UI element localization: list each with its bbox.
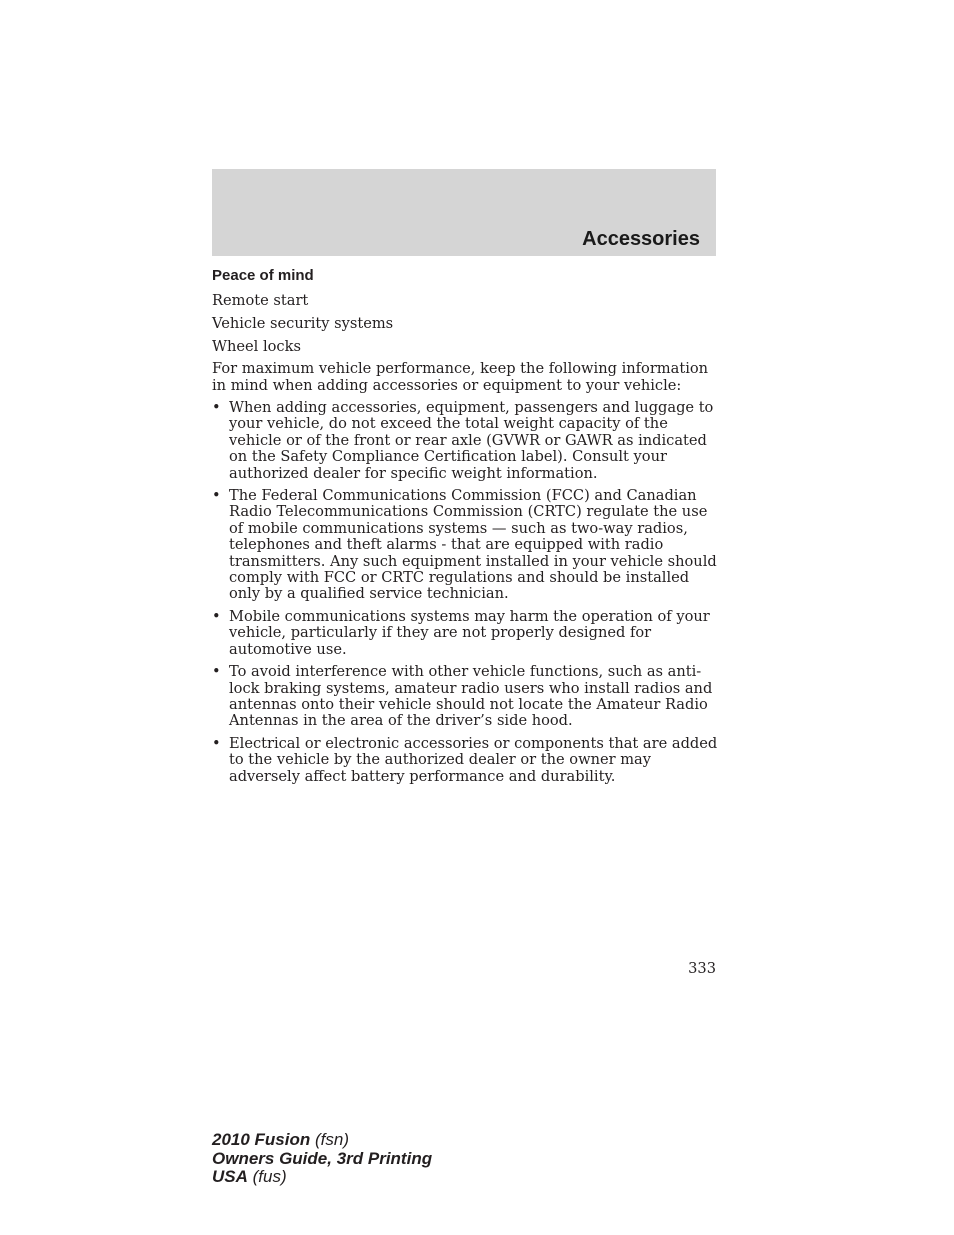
footer-line-printing bbox=[212, 1150, 432, 1169]
bullet-text: Electrical or electronic accessories or components that are added to the vehicle by the authorized dealer or the owner may adversely affect battery performance and durability. bbox=[229, 734, 718, 785]
bullet-icon: • bbox=[212, 399, 221, 416]
list-item-remote-start: Remote start bbox=[212, 292, 309, 309]
section-header-band bbox=[212, 169, 716, 256]
footer-market-code: (fus) bbox=[247, 1167, 287, 1186]
footer-printing: Owners Guide, 3rd Printing bbox=[212, 1148, 433, 1168]
bullet-icon: • bbox=[212, 663, 221, 681]
bullet-icon: • bbox=[212, 607, 221, 625]
list-item-wheel-locks: Wheel locks bbox=[212, 338, 301, 355]
bullet-item-weight bbox=[212, 400, 720, 482]
footer-line-market bbox=[212, 1168, 432, 1187]
bullet-text: To avoid interference with other vehicle functions, such as anti-lock braking systems, amateur radio users who install radios and antennas onto their vehicle should not locate the Amateur Radio Antennas in the area of the driver’s side hood. bbox=[229, 663, 713, 730]
page-content bbox=[212, 266, 720, 791]
footer-model-code: (fsn) bbox=[310, 1130, 349, 1149]
footer-line-model bbox=[212, 1131, 432, 1150]
bullet-item-mobile-comms bbox=[212, 609, 720, 658]
page-number: 333 bbox=[688, 960, 716, 977]
footer-market: USA bbox=[212, 1167, 248, 1186]
bullet-text: Mobile communications systems may harm the operation of your vehicle, particularly if they are not properly designed for automotive use. bbox=[229, 607, 710, 658]
bullet-item-fcc bbox=[212, 488, 720, 603]
list-item-vehicle-security: Vehicle security systems bbox=[212, 315, 394, 332]
chapter-title: Accessories bbox=[582, 228, 700, 250]
section-heading: Peace of mind bbox=[212, 267, 314, 284]
bullet-text: The Federal Communications Commission (FCC) and Canadian Radio Telecommunications Commission (CRTC) regulate the use of mobile communications systems — such as two-way radios, telephones and theft alarms - that are equipped with radio transmitters. Any such equipment installed in your vehicle should comply with FCC or CRTC regulations and should be installed only by a qualified service technician. bbox=[229, 487, 717, 603]
intro-paragraph: For maximum vehicle performance, keep the following information in mind when adding accessories or equipment to your vehicle: bbox=[212, 360, 709, 394]
footer-model-name: 2010 Fusion bbox=[212, 1130, 311, 1149]
document-footer bbox=[212, 1131, 432, 1187]
bullet-text: When adding accessories, equipment, passengers and luggage to your vehicle, do not exceed the total weight capacity of the vehicle or of the front or rear axle (GVWR or GAWR as indicated on the Safety Compliance Certification label). Consult your authorized dealer for specific weight information. bbox=[229, 399, 714, 482]
bullet-list bbox=[212, 400, 720, 785]
bullet-icon: • bbox=[212, 734, 221, 752]
bullet-item-battery bbox=[212, 736, 720, 785]
bullet-item-interference bbox=[212, 664, 720, 730]
bullet-icon: • bbox=[212, 487, 221, 505]
